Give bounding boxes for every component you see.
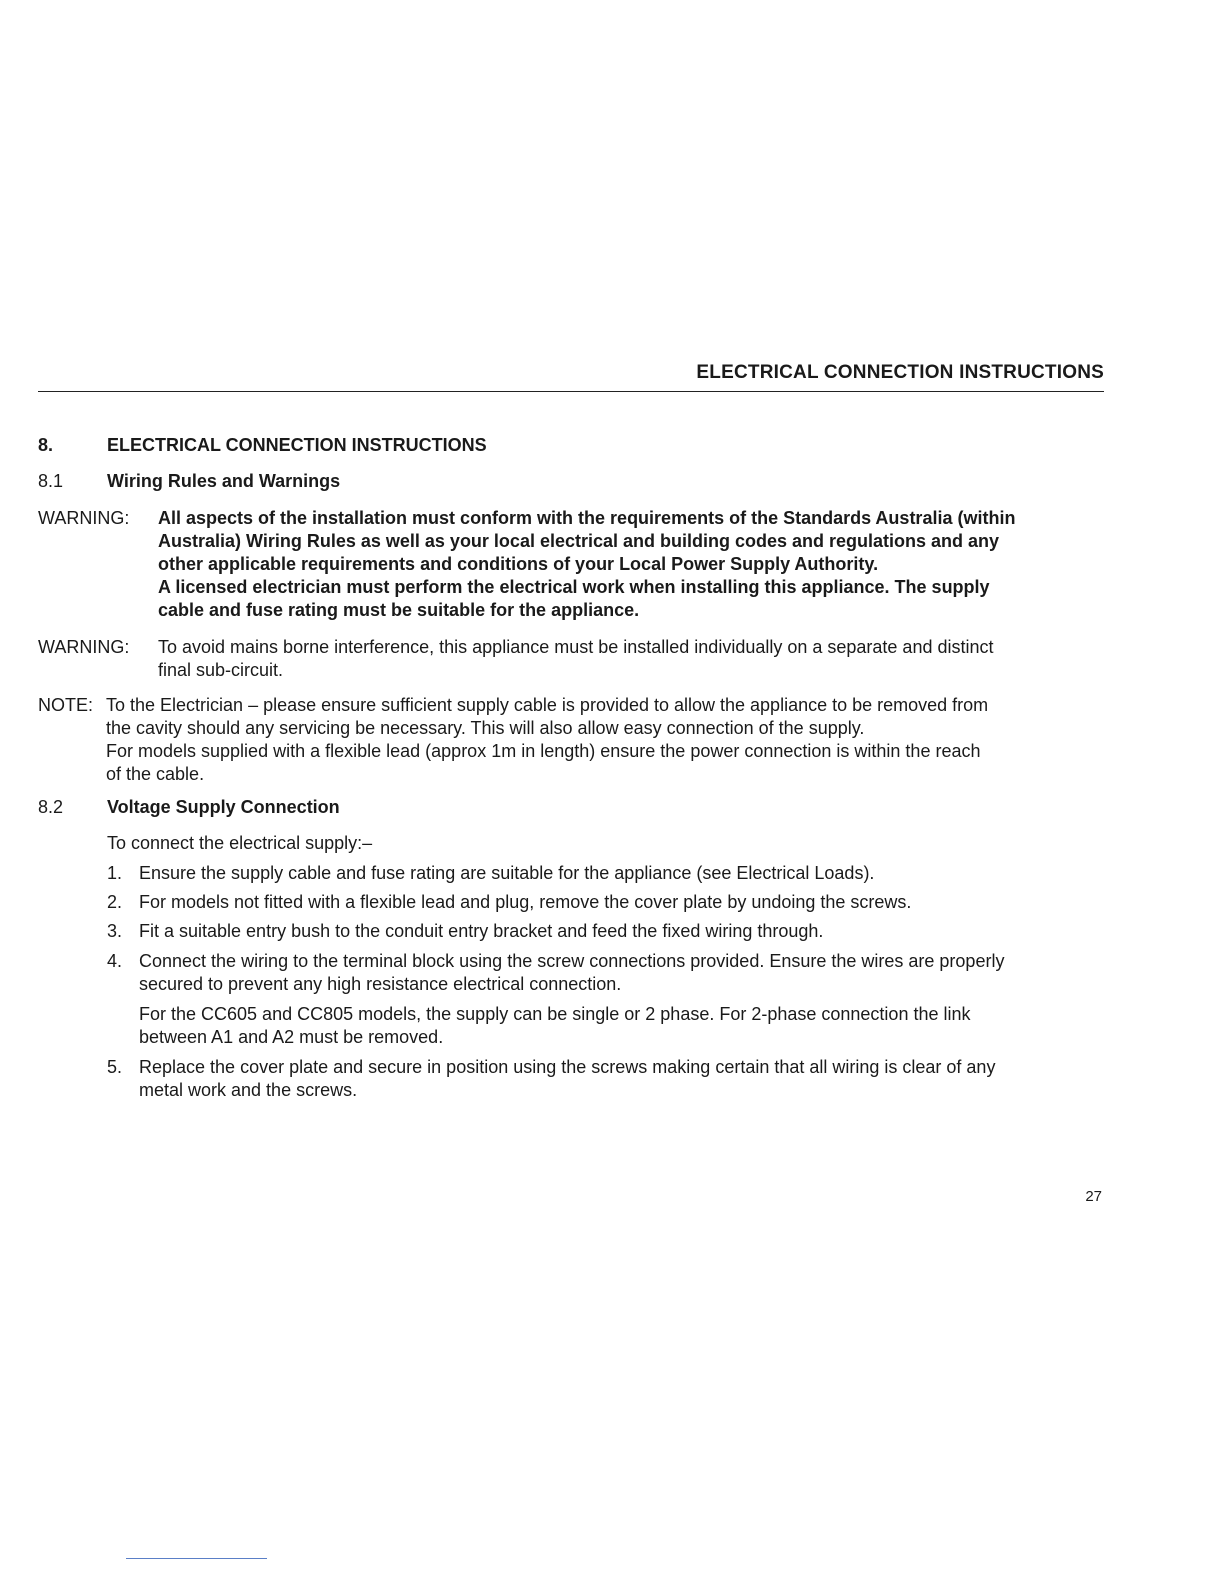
step-number: 2. — [107, 892, 123, 912]
step-line: Replace the cover plate and secure in position using the screws making certain that all wiring is clear of any — [139, 1057, 996, 1077]
step-line: metal work and the screws. — [139, 1080, 358, 1100]
warning-line: final sub-circuit. — [158, 660, 284, 680]
warning-label: WARNING: — [38, 508, 130, 528]
step-line: For the CC605 and CC805 models, the supply can be single or 2 phase. For 2-phase connection the link — [139, 1004, 971, 1024]
step-line: For models not fitted with a flexible lead and plug, remove the cover plate by undoing the screws. — [139, 892, 912, 912]
warning-line: Australia) Wiring Rules as well as your local electrical and building codes and regulations and any — [158, 531, 1000, 551]
step-line: Fit a suitable entry bush to the conduit entry bracket and feed the fixed wiring through. — [139, 921, 824, 941]
step-line: Ensure the supply cable and fuse rating are suitable for the appliance (see Electrical Loads). — [139, 863, 875, 883]
warning-line: cable and fuse rating must be suitable for the appliance. — [158, 600, 640, 620]
section-title: Voltage Supply Connection — [107, 797, 340, 817]
step-line: Connect the wiring to the terminal block using the screw connections provided. Ensure the wires are properly — [139, 951, 1005, 971]
step-text — [139, 920, 1109, 943]
step-text — [139, 950, 1109, 996]
step-number: 4. — [107, 951, 123, 971]
note-text — [106, 694, 1106, 786]
warning-line: To avoid mains borne interference, this appliance must be installed individually on a separate and distinct — [158, 637, 994, 657]
warning-line: A licensed electrician must perform the electrical work when installing this appliance. The supply — [158, 577, 990, 597]
note-line: For models supplied with a flexible lead (approx 1m in length) ensure the power connection is within the reach — [106, 741, 981, 761]
bottom-rule — [126, 1558, 267, 1559]
header-rule — [38, 391, 1104, 392]
warning-line: All aspects of the installation must conform with the requirements of the Standards Australia (within — [158, 508, 1016, 528]
step-number: 1. — [107, 863, 123, 883]
warning-line: other applicable requirements and conditions of your Local Power Supply Authority. — [158, 554, 879, 574]
step-text — [139, 862, 1109, 885]
warning-text — [158, 636, 1108, 682]
step-text — [139, 1056, 1109, 1102]
section-number: 8.2 — [38, 797, 64, 817]
running-header: ELECTRICAL CONNECTION INSTRUCTIONS — [696, 362, 1104, 383]
page-number: 27 — [1085, 1188, 1102, 1205]
section-title: ELECTRICAL CONNECTION INSTRUCTIONS — [107, 435, 487, 455]
step-line: between A1 and A2 must be removed. — [139, 1027, 444, 1047]
note-line: To the Electrician – please ensure sufficient supply cable is provided to allow the appliance to be removed from — [106, 695, 989, 715]
step-line: secured to prevent any high resistance electrical connection. — [139, 974, 622, 994]
note-label: NOTE: — [38, 695, 94, 715]
intro-text: To connect the electrical supply:– — [107, 833, 373, 853]
section-title: Wiring Rules and Warnings — [107, 471, 341, 491]
warning-label: WARNING: — [38, 637, 130, 657]
note-line: of the cable. — [106, 764, 205, 784]
step-number: 5. — [107, 1057, 123, 1077]
note-line: the cavity should any servicing be necessary. This will also allow easy connection of the supply. — [106, 718, 865, 738]
warning-text — [158, 507, 1108, 622]
step-text — [139, 1003, 1109, 1049]
step-text — [139, 891, 1109, 914]
step-number: 3. — [107, 921, 123, 941]
section-number: 8. — [38, 435, 54, 455]
section-number: 8.1 — [38, 471, 64, 491]
